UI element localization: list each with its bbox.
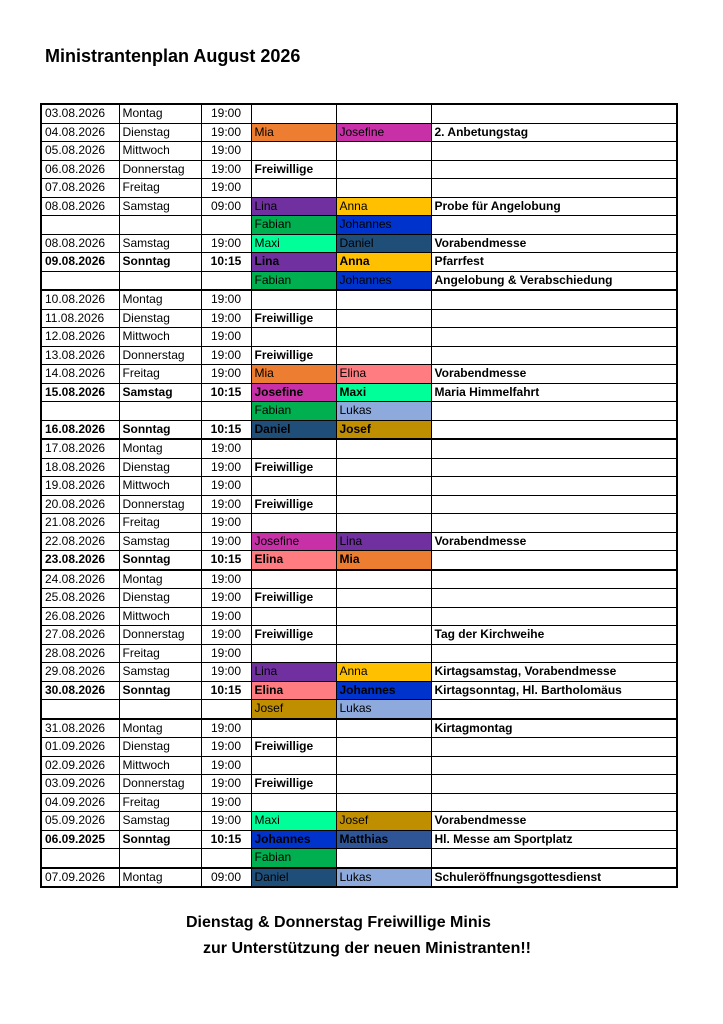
date-cell: 31.08.2026 (41, 719, 119, 738)
schedule-body (41, 104, 677, 887)
table-row (41, 234, 677, 253)
day-cell: Freitag (119, 365, 201, 384)
date-cell: 02.09.2026 (41, 756, 119, 775)
ministrant-1-cell: Freiwillige (251, 346, 336, 365)
ministrant-1-cell (251, 756, 336, 775)
table-row (41, 532, 677, 551)
date-cell: 27.08.2026 (41, 626, 119, 645)
note-cell (431, 775, 677, 794)
note-cell (431, 738, 677, 757)
ministrant-2-cell (336, 290, 431, 309)
ministrant-2-cell (336, 142, 431, 161)
time-cell: 19:00 (201, 365, 251, 384)
note-cell: Kirtagsamstag, Vorabendmesse (431, 663, 677, 682)
time-cell: 19:00 (201, 719, 251, 738)
day-cell: Samstag (119, 234, 201, 253)
table-row (41, 719, 677, 738)
table-row (41, 644, 677, 663)
day-cell: Mittwoch (119, 477, 201, 496)
date-cell: 03.09.2026 (41, 775, 119, 794)
ministrant-1-cell: Josefine (251, 383, 336, 402)
ministrant-2-cell (336, 849, 431, 868)
ministrant-1-cell: Daniel (251, 420, 336, 439)
ministrant-2-cell (336, 719, 431, 738)
day-cell: Donnerstag (119, 626, 201, 645)
ministrant-2-cell (336, 570, 431, 589)
table-row (41, 420, 677, 439)
time-cell: 09:00 (201, 197, 251, 216)
time-cell: 19:00 (201, 123, 251, 142)
time-cell: 19:00 (201, 532, 251, 551)
ministrant-1-cell: Mia (251, 365, 336, 384)
ministrant-2-cell (336, 589, 431, 608)
ministrant-2-cell: Lina (336, 532, 431, 551)
date-cell: 18.08.2026 (41, 458, 119, 477)
table-row (41, 123, 677, 142)
note-cell: Kirtagsonntag, Hl. Bartholomäus (431, 681, 677, 700)
note-cell (431, 439, 677, 458)
day-cell: Sonntag (119, 253, 201, 272)
footer-line-2: zur Unterstützung der neuen Ministranten!! (203, 940, 531, 957)
date-cell: 14.08.2026 (41, 365, 119, 384)
day-cell: Montag (119, 570, 201, 589)
day-cell: Dienstag (119, 123, 201, 142)
time-cell: 19:00 (201, 738, 251, 757)
ministrant-2-cell (336, 626, 431, 645)
ministrant-1-cell (251, 793, 336, 812)
ministrant-2-cell (336, 644, 431, 663)
note-cell: Angelobung & Verabschiedung (431, 271, 677, 290)
note-cell (431, 756, 677, 775)
date-cell (41, 402, 119, 421)
note-cell (431, 495, 677, 514)
note-cell: 2. Anbetungstag (431, 123, 677, 142)
date-cell (41, 216, 119, 235)
ministrant-2-cell (336, 607, 431, 626)
day-cell (119, 849, 201, 868)
time-cell: 19:00 (201, 328, 251, 347)
date-cell: 30.08.2026 (41, 681, 119, 700)
table-row (41, 365, 677, 384)
date-cell (41, 849, 119, 868)
date-cell: 08.08.2026 (41, 234, 119, 253)
time-cell: 19:00 (201, 626, 251, 645)
note-cell: Probe für Angelobung (431, 197, 677, 216)
ministrant-2-cell: Daniel (336, 234, 431, 253)
day-cell: Mittwoch (119, 328, 201, 347)
ministrant-2-cell (336, 738, 431, 757)
time-cell: 19:00 (201, 346, 251, 365)
table-row (41, 439, 677, 458)
day-cell (119, 271, 201, 290)
table-row (41, 793, 677, 812)
date-cell: 19.08.2026 (41, 477, 119, 496)
time-cell: 10:15 (201, 681, 251, 700)
note-cell: Maria Himmelfahrt (431, 383, 677, 402)
date-cell: 25.08.2026 (41, 589, 119, 608)
note-cell: Vorabendmesse (431, 234, 677, 253)
note-cell (431, 328, 677, 347)
note-cell (431, 514, 677, 533)
time-cell: 19:00 (201, 514, 251, 533)
date-cell: 23.08.2026 (41, 551, 119, 570)
time-cell: 19:00 (201, 104, 251, 123)
date-cell: 28.08.2026 (41, 644, 119, 663)
time-cell: 19:00 (201, 458, 251, 477)
ministrant-1-cell: Freiwillige (251, 626, 336, 645)
ministrant-2-cell: Anna (336, 253, 431, 272)
ministrant-1-cell (251, 439, 336, 458)
ministrant-2-cell (336, 793, 431, 812)
table-row (41, 346, 677, 365)
ministrant-1-cell (251, 290, 336, 309)
day-cell: Samstag (119, 197, 201, 216)
time-cell: 10:15 (201, 830, 251, 849)
day-cell: Mittwoch (119, 756, 201, 775)
date-cell: 15.08.2026 (41, 383, 119, 402)
ministrant-1-cell: Josef (251, 700, 336, 719)
ministrant-1-cell: Johannes (251, 830, 336, 849)
date-cell: 09.08.2026 (41, 253, 119, 272)
ministrant-1-cell: Mia (251, 123, 336, 142)
date-cell: 29.08.2026 (41, 663, 119, 682)
table-row (41, 607, 677, 626)
time-cell: 19:00 (201, 663, 251, 682)
day-cell: Samstag (119, 383, 201, 402)
table-row (41, 104, 677, 123)
time-cell: 10:15 (201, 551, 251, 570)
date-cell: 08.08.2026 (41, 197, 119, 216)
day-cell: Freitag (119, 644, 201, 663)
time-cell: 19:00 (201, 644, 251, 663)
ministrant-1-cell: Freiwillige (251, 309, 336, 328)
day-cell: Dienstag (119, 458, 201, 477)
date-cell: 04.08.2026 (41, 123, 119, 142)
time-cell (201, 402, 251, 421)
day-cell: Sonntag (119, 681, 201, 700)
note-cell: Kirtagmontag (431, 719, 677, 738)
date-cell: 24.08.2026 (41, 570, 119, 589)
ministrant-1-cell: Freiwillige (251, 589, 336, 608)
ministrant-1-cell: Maxi (251, 234, 336, 253)
date-cell: 03.08.2026 (41, 104, 119, 123)
time-cell: 19:00 (201, 160, 251, 179)
ministrant-2-cell: Elina (336, 365, 431, 384)
ministrant-2-cell: Anna (336, 197, 431, 216)
ministrant-2-cell: Johannes (336, 681, 431, 700)
day-cell: Sonntag (119, 551, 201, 570)
note-cell (431, 458, 677, 477)
date-cell: 16.08.2026 (41, 420, 119, 439)
ministrant-2-cell: Lukas (336, 402, 431, 421)
ministrant-1-cell: Fabian (251, 271, 336, 290)
ministrant-1-cell (251, 570, 336, 589)
table-row (41, 179, 677, 198)
schedule-table (40, 103, 678, 888)
day-cell: Dienstag (119, 738, 201, 757)
time-cell: 19:00 (201, 309, 251, 328)
time-cell: 19:00 (201, 439, 251, 458)
day-cell: Samstag (119, 663, 201, 682)
date-cell: 17.08.2026 (41, 439, 119, 458)
ministrant-2-cell (336, 346, 431, 365)
table-row (41, 402, 677, 421)
time-cell: 19:00 (201, 570, 251, 589)
day-cell: Montag (119, 290, 201, 309)
table-row (41, 271, 677, 290)
time-cell: 10:15 (201, 253, 251, 272)
ministrant-2-cell (336, 775, 431, 794)
time-cell: 19:00 (201, 142, 251, 161)
ministrant-1-cell: Maxi (251, 812, 336, 831)
ministrant-2-cell (336, 179, 431, 198)
note-cell (431, 104, 677, 123)
time-cell: 19:00 (201, 477, 251, 496)
day-cell: Dienstag (119, 589, 201, 608)
note-cell (431, 160, 677, 179)
table-row (41, 812, 677, 831)
note-cell (431, 420, 677, 439)
ministrant-1-cell (251, 644, 336, 663)
note-cell (431, 700, 677, 719)
ministrant-2-cell (336, 328, 431, 347)
ministrant-1-cell: Freiwillige (251, 775, 336, 794)
table-row (41, 738, 677, 757)
date-cell: 07.08.2026 (41, 179, 119, 198)
table-row (41, 756, 677, 775)
time-cell: 19:00 (201, 589, 251, 608)
ministrant-2-cell: Lukas (336, 700, 431, 719)
table-row (41, 328, 677, 347)
day-cell: Montag (119, 719, 201, 738)
time-cell: 09:00 (201, 868, 251, 888)
time-cell (201, 216, 251, 235)
ministrant-1-cell: Elina (251, 551, 336, 570)
table-row (41, 868, 677, 888)
ministrant-1-cell: Fabian (251, 849, 336, 868)
time-cell: 19:00 (201, 756, 251, 775)
ministrant-2-cell: Josefine (336, 123, 431, 142)
ministrant-2-cell (336, 439, 431, 458)
table-row (41, 849, 677, 868)
time-cell: 10:15 (201, 420, 251, 439)
time-cell (201, 271, 251, 290)
time-cell: 19:00 (201, 607, 251, 626)
note-cell (431, 290, 677, 309)
date-cell (41, 271, 119, 290)
table-row (41, 663, 677, 682)
time-cell (201, 700, 251, 719)
date-cell: 07.09.2026 (41, 868, 119, 888)
day-cell (119, 216, 201, 235)
table-row (41, 626, 677, 645)
ministrant-2-cell: Josef (336, 420, 431, 439)
note-cell (431, 644, 677, 663)
page-title: Ministrantenplan August 2026 (45, 46, 301, 66)
note-cell: Schuleröffnungsgottesdienst (431, 868, 677, 888)
ministrant-1-cell (251, 477, 336, 496)
table-row (41, 681, 677, 700)
footer-line-1: Dienstag & Donnerstag Freiwillige Minis (186, 914, 491, 931)
ministrant-1-cell: Lina (251, 663, 336, 682)
ministrant-2-cell: Lukas (336, 868, 431, 888)
ministrant-2-cell (336, 160, 431, 179)
day-cell: Montag (119, 868, 201, 888)
table-row (41, 458, 677, 477)
day-cell: Freitag (119, 179, 201, 198)
note-cell (431, 570, 677, 589)
note-cell: Vorabendmesse (431, 532, 677, 551)
ministrant-2-cell: Mia (336, 551, 431, 570)
table-row (41, 290, 677, 309)
day-cell: Donnerstag (119, 160, 201, 179)
day-cell (119, 402, 201, 421)
day-cell: Donnerstag (119, 495, 201, 514)
note-cell (431, 607, 677, 626)
ministrant-1-cell: Lina (251, 197, 336, 216)
date-cell (41, 700, 119, 719)
note-cell (431, 216, 677, 235)
date-cell: 12.08.2026 (41, 328, 119, 347)
ministrant-1-cell (251, 328, 336, 347)
ministrant-2-cell (336, 514, 431, 533)
ministrant-1-cell: Freiwillige (251, 495, 336, 514)
note-cell (431, 477, 677, 496)
note-cell (431, 309, 677, 328)
ministrant-2-cell (336, 756, 431, 775)
ministrant-2-cell: Maxi (336, 383, 431, 402)
ministrant-1-cell: Freiwillige (251, 160, 336, 179)
date-cell: 26.08.2026 (41, 607, 119, 626)
ministrant-2-cell (336, 495, 431, 514)
ministrant-2-cell (336, 477, 431, 496)
day-cell: Montag (119, 439, 201, 458)
day-cell: Samstag (119, 532, 201, 551)
time-cell: 19:00 (201, 234, 251, 253)
note-cell (431, 142, 677, 161)
day-cell: Sonntag (119, 830, 201, 849)
day-cell: Freitag (119, 514, 201, 533)
note-cell: Vorabendmesse (431, 365, 677, 384)
table-row (41, 775, 677, 794)
table-row (41, 700, 677, 719)
table-row (41, 570, 677, 589)
note-cell: Pfarrfest (431, 253, 677, 272)
time-cell: 19:00 (201, 775, 251, 794)
ministrant-1-cell: Freiwillige (251, 738, 336, 757)
note-cell (431, 551, 677, 570)
ministrant-1-cell: Josefine (251, 532, 336, 551)
table-row (41, 216, 677, 235)
ministrant-1-cell (251, 607, 336, 626)
day-cell: Mittwoch (119, 607, 201, 626)
date-cell: 05.09.2026 (41, 812, 119, 831)
ministrant-1-cell: Lina (251, 253, 336, 272)
ministrant-2-cell: Johannes (336, 271, 431, 290)
ministrant-2-cell (336, 458, 431, 477)
ministrant-1-cell: Elina (251, 681, 336, 700)
ministrant-1-cell (251, 719, 336, 738)
table-row (41, 514, 677, 533)
ministrant-2-cell: Anna (336, 663, 431, 682)
time-cell: 19:00 (201, 290, 251, 309)
day-cell: Donnerstag (119, 775, 201, 794)
date-cell: 13.08.2026 (41, 346, 119, 365)
note-cell (431, 793, 677, 812)
ministrant-1-cell (251, 514, 336, 533)
table-row (41, 589, 677, 608)
table-row (41, 160, 677, 179)
ministrant-1-cell: Fabian (251, 402, 336, 421)
note-cell: Vorabendmesse (431, 812, 677, 831)
date-cell: 10.08.2026 (41, 290, 119, 309)
note-cell: Tag der Kirchweihe (431, 626, 677, 645)
time-cell: 10:15 (201, 383, 251, 402)
note-cell (431, 402, 677, 421)
ministrant-1-cell: Freiwillige (251, 458, 336, 477)
date-cell: 22.08.2026 (41, 532, 119, 551)
time-cell: 19:00 (201, 179, 251, 198)
table-row (41, 253, 677, 272)
ministrant-1-cell: Daniel (251, 868, 336, 888)
date-cell: 01.09.2026 (41, 738, 119, 757)
date-cell: 11.08.2026 (41, 309, 119, 328)
table-row (41, 551, 677, 570)
ministrant-1-cell (251, 179, 336, 198)
ministrant-1-cell (251, 142, 336, 161)
note-cell (431, 179, 677, 198)
table-row (41, 309, 677, 328)
time-cell: 19:00 (201, 793, 251, 812)
note-cell: Hl. Messe am Sportplatz (431, 830, 677, 849)
ministrant-1-cell (251, 104, 336, 123)
time-cell (201, 849, 251, 868)
day-cell: Montag (119, 104, 201, 123)
date-cell: 21.08.2026 (41, 514, 119, 533)
date-cell: 04.09.2026 (41, 793, 119, 812)
ministrant-2-cell (336, 104, 431, 123)
day-cell: Dienstag (119, 309, 201, 328)
day-cell: Sonntag (119, 420, 201, 439)
ministrant-1-cell: Fabian (251, 216, 336, 235)
note-cell (431, 849, 677, 868)
table-row (41, 383, 677, 402)
note-cell (431, 346, 677, 365)
time-cell: 19:00 (201, 812, 251, 831)
date-cell: 20.08.2026 (41, 495, 119, 514)
day-cell: Mittwoch (119, 142, 201, 161)
table-row (41, 477, 677, 496)
day-cell: Freitag (119, 793, 201, 812)
ministrant-2-cell: Johannes (336, 216, 431, 235)
date-cell: 05.08.2026 (41, 142, 119, 161)
time-cell: 19:00 (201, 495, 251, 514)
day-cell (119, 700, 201, 719)
table-row (41, 142, 677, 161)
date-cell: 06.09.2025 (41, 830, 119, 849)
note-cell (431, 589, 677, 608)
day-cell: Samstag (119, 812, 201, 831)
table-row (41, 495, 677, 514)
table-row (41, 197, 677, 216)
date-cell: 06.08.2026 (41, 160, 119, 179)
table-row (41, 830, 677, 849)
ministrant-2-cell: Matthias (336, 830, 431, 849)
ministrant-2-cell (336, 309, 431, 328)
ministrant-2-cell: Josef (336, 812, 431, 831)
day-cell: Donnerstag (119, 346, 201, 365)
